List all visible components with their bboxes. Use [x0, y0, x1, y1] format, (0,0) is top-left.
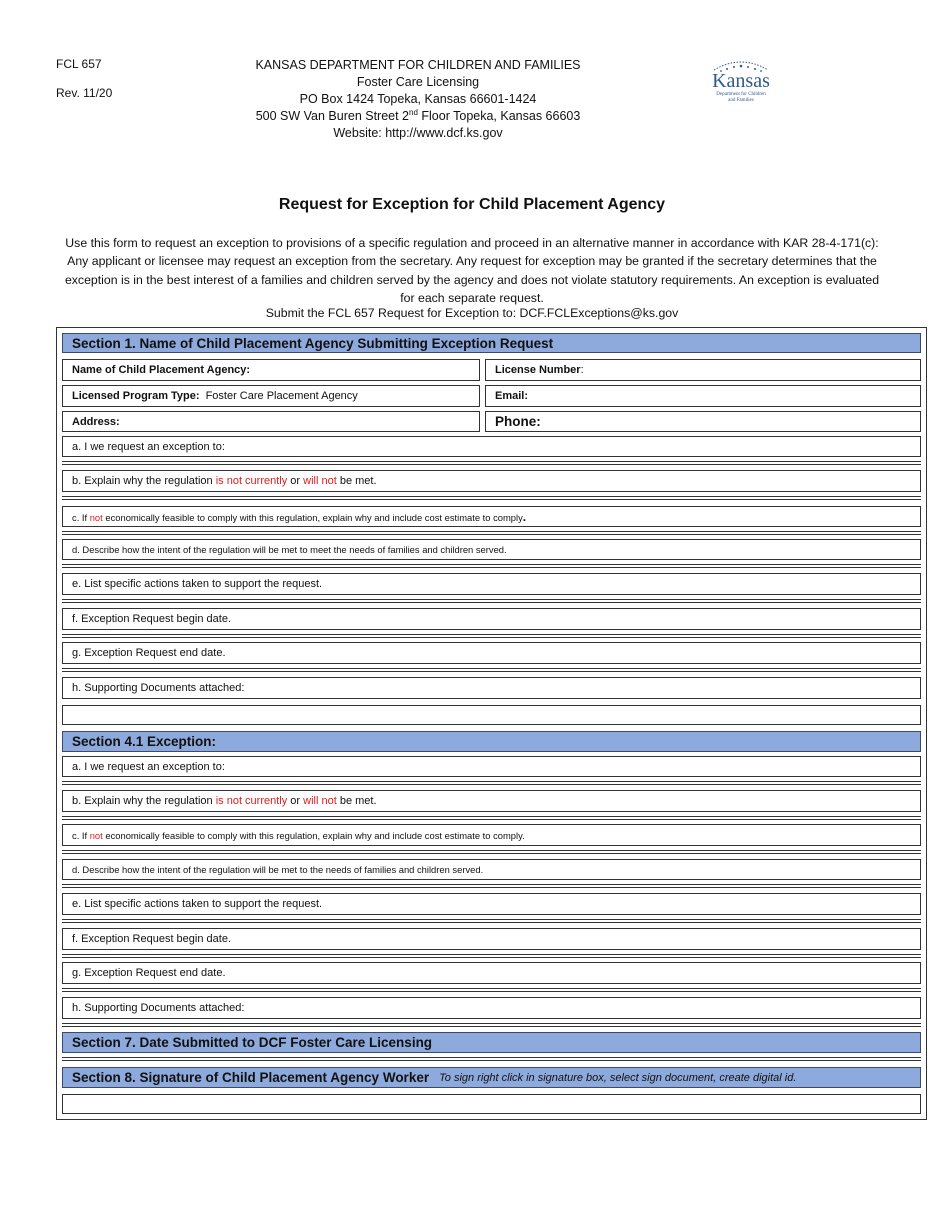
divider: [62, 884, 921, 888]
agency-division: Foster Care Licensing: [356, 75, 480, 89]
intro-paragraph: Use this form to request an exception to provisions of a specific regulation and proceed in an alternative manner in accordance with KAR 28-4-171(c): Any applicant or licensee may request an exception from the secretary. Any request for exception may be granted if the secretary determines that the exception is in the best interest of a families and children served by the agency and does not violate statutory requirements. An exception is evaluated for each separate request.: [64, 236, 880, 306]
phone-field[interactable]: [485, 411, 921, 432]
section-8-heading: Section 8. Signature of Child Placement Agency Worker To sign right click in signature box, select sign document, create digital id.: [62, 1067, 921, 1088]
section-7-heading: Section 7. Date Submitted to DCF Foster Care Licensing: [62, 1032, 921, 1053]
s1-actions-field[interactable]: e. List specific actions taken to support the request.: [62, 573, 921, 595]
s1-documents-entry[interactable]: [62, 705, 921, 725]
email-field[interactable]: [485, 385, 921, 407]
s1-explain-field[interactable]: b. Explain why the regulation is not currently or will not be met.: [62, 470, 921, 492]
s1-exception-to-field[interactable]: a. I we request an exception to:: [62, 436, 921, 457]
agency-name-label: Name of Child Placement Agency:: [72, 364, 251, 376]
section-4-heading: Section 4.1 Exception:: [62, 731, 921, 752]
divider: [62, 1023, 921, 1027]
divider: [62, 599, 921, 603]
divider: [62, 496, 921, 500]
divider: [62, 988, 921, 992]
divider: [62, 850, 921, 854]
form-revision: Rev. 11/20: [56, 86, 113, 100]
s4-begin-date-field[interactable]: f. Exception Request begin date.: [62, 928, 921, 950]
signature-box[interactable]: [62, 1094, 921, 1114]
agency-street: 500 SW Van Buren Street 2nd Floor Topeka, Kansas 66603: [255, 107, 581, 123]
s4-documents-field[interactable]: h. Supporting Documents attached:: [62, 997, 921, 1019]
agency-name-field[interactable]: [62, 359, 480, 381]
agency-name: KANSAS DEPARTMENT FOR CHILDREN AND FAMILIES: [255, 58, 581, 72]
program-type-field[interactable]: [62, 385, 480, 407]
kansas-dcf-logo: [696, 56, 786, 104]
form-id: FCL 657: [56, 57, 102, 71]
section-1-heading: Section 1. Name of Child Placement Agency Submitting Exception Request: [62, 333, 921, 353]
agency-address-block: [218, 57, 618, 142]
signature-instructions: To sign right click in signature box, select sign document, create digital id.: [439, 1071, 797, 1084]
divider: [62, 634, 921, 638]
s1-begin-date-field[interactable]: f. Exception Request begin date.: [62, 608, 921, 630]
agency-po-box: PO Box 1424 Topeka, Kansas 66601-1424: [299, 92, 537, 106]
page-title: Request for Exception for Child Placement Agency: [278, 196, 666, 213]
s4-intent-field[interactable]: d. Describe how the intent of the regulation will be met to the needs of families and children served.: [62, 859, 921, 880]
s4-exception-to-field[interactable]: a. I we request an exception to:: [62, 756, 921, 777]
s4-actions-field[interactable]: e. List specific actions taken to support the request.: [62, 893, 921, 915]
svg-text:Kansas: Kansas: [712, 70, 770, 92]
agency-website: Website: http://www.dcf.ks.gov: [333, 126, 503, 140]
phone-label: Phone:: [495, 414, 541, 429]
s1-documents-field[interactable]: h. Supporting Documents attached:: [62, 677, 921, 699]
address-label: Address:: [72, 415, 120, 428]
s1-intent-field[interactable]: d. Describe how the intent of the regulation will be met to meet the needs of families and children served.: [62, 539, 921, 560]
license-number-label: License Number: [495, 364, 581, 376]
divider: [62, 668, 921, 672]
s1-end-date-field[interactable]: g. Exception Request end date.: [62, 642, 921, 664]
address-field[interactable]: [62, 411, 480, 432]
s4-explain-field[interactable]: b. Explain why the regulation is not currently or will not be met.: [62, 790, 921, 812]
divider: [62, 461, 921, 465]
license-number-field[interactable]: License Number :: [485, 359, 921, 381]
divider: [62, 954, 921, 958]
s4-cost-field[interactable]: c. If not economically feasible to comply with this regulation, explain why and include cost estimate to comply.: [62, 824, 921, 846]
s4-end-date-field[interactable]: g. Exception Request end date.: [62, 962, 921, 984]
email-label: Email:: [495, 390, 529, 402]
divider: [62, 919, 921, 923]
divider: [62, 816, 921, 820]
divider: [62, 1057, 921, 1061]
divider: [62, 564, 921, 568]
svg-text:Department for Children: Department for Children: [716, 92, 766, 97]
svg-text:and Families: and Families: [728, 98, 754, 103]
s1-cost-field[interactable]: c. If not economically feasible to comply with this regulation, explain why and include cost estimate to comply.: [62, 506, 921, 527]
submit-instructions: Submit the FCL 657 Request for Exception to: DCF.FCLExceptions@ks.gov: [265, 306, 679, 320]
divider: [62, 781, 921, 785]
program-type-label: Licensed Program Type:: [72, 390, 200, 402]
divider: [62, 531, 921, 535]
program-type-value: Foster Care Placement Agency: [205, 390, 358, 402]
